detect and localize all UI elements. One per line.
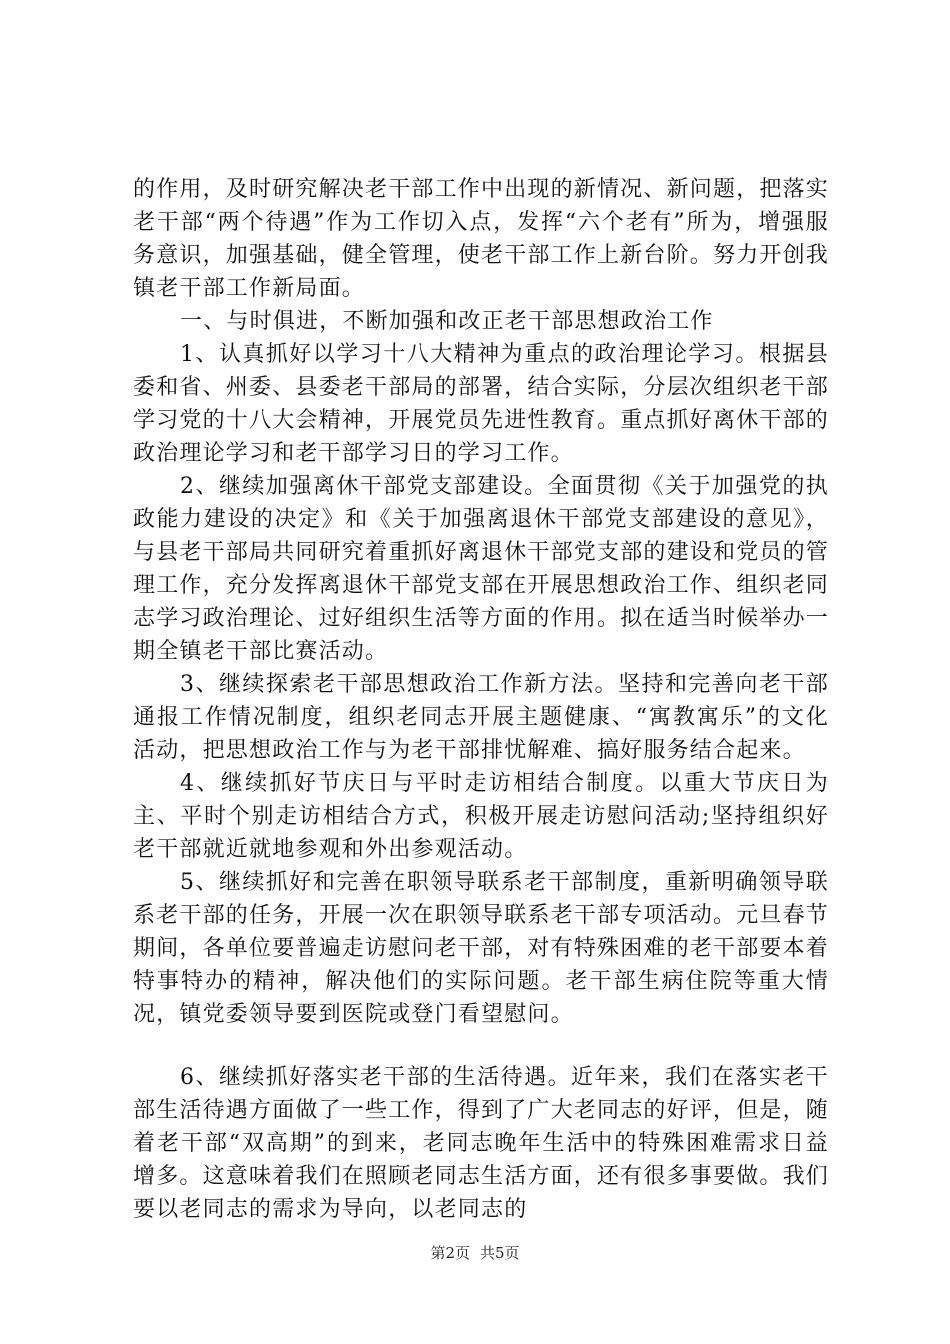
paragraph-item-4: 4、继续抓好节庆日与平时走访相结合制度。以重大节庆日为主、平时个别走访相结合方式，积极开展走访慰问活动;坚持组织好老干部就近就地参观和外出参观活动。 [133,771,829,862]
page-number: 第2页 [430,1244,470,1262]
paragraph-item-2: 2、继续加强离休干部党支部建设。全面贯彻《关于加强党的执政能力建设的决定》和《关于加强离退休干部党支部建设的意见》，与县老干部局共同研究着重抓好离退休干部党支部的建设和党员的管理工作，充分发挥离退休干部党支部在开展思想政治工作、组织老同志学习政治理论、过好组织生活等方面的作用。拟在适当时候举办一期全镇老干部比赛活动。 [133,474,830,664]
page-footer [0,1243,950,1263]
paragraph-item-6: 6、继续抓好落实老干部的生活待遇。近年来，我们在落实老干部生活待遇方面做了一些工作，得到了广大老同志的好评，但是，随着老干部“双高期”的到来，老同志晚年生活中的特殊困难需求日益增多。这意味着我们在照顾老同志生活方面，还有很多事要做。我们要以老同志的需求为导向，以老同志的 [133,1065,830,1222]
paragraph-item-1: 1、认真抓好以学习十八大精神为重点的政治理论学习。根据县委和省、州委、县委老干部局的部署，结合实际，分层次组织老干部学习党的十八大会精神，开展党员先进性教育。重点抓好离休干部的政治理论学习和老干部学习日的学习工作。 [133,342,830,466]
document-body [133,173,829,1226]
page-total: 共5页 [480,1244,520,1262]
paragraph-intro-continuation: 的作用，及时研究解决老干部工作中出现的新情况、新问题，把落实老干部“两个待遇”作为工作切入点，发挥“六个老有”所为，增强服务意识，加强基础，健全管理，使老干部工作上新台阶。努力开创我镇老干部工作新局面。 [133,177,830,301]
section-heading-1: 一、与时俱进，不断加强和改正老干部思想政治工作 [180,309,714,334]
paragraph-item-3: 3、继续探索老干部思想政治工作新方法。坚持和完善向老干部通报工作情况制度，组织老同志开展主题健康、“寓教寓乐”的文化活动，把思想政治工作与为老干部排忧解难、搞好服务结合起来。 [133,672,829,763]
paragraph-item-5: 5、继续抓好和完善在职领导联系老干部制度，重新明确领导联系老干部的任务，开展一次在职领导联系老干部专项活动。元旦春节期间，各单位要普遍走访慰问老干部，对有特殊困难的老干部要本着特事特办的精神，解决他们的实际问题。老干部生病住院等重大情况，镇党委领导要到医院或登门看望慰问。 [133,870,830,1027]
